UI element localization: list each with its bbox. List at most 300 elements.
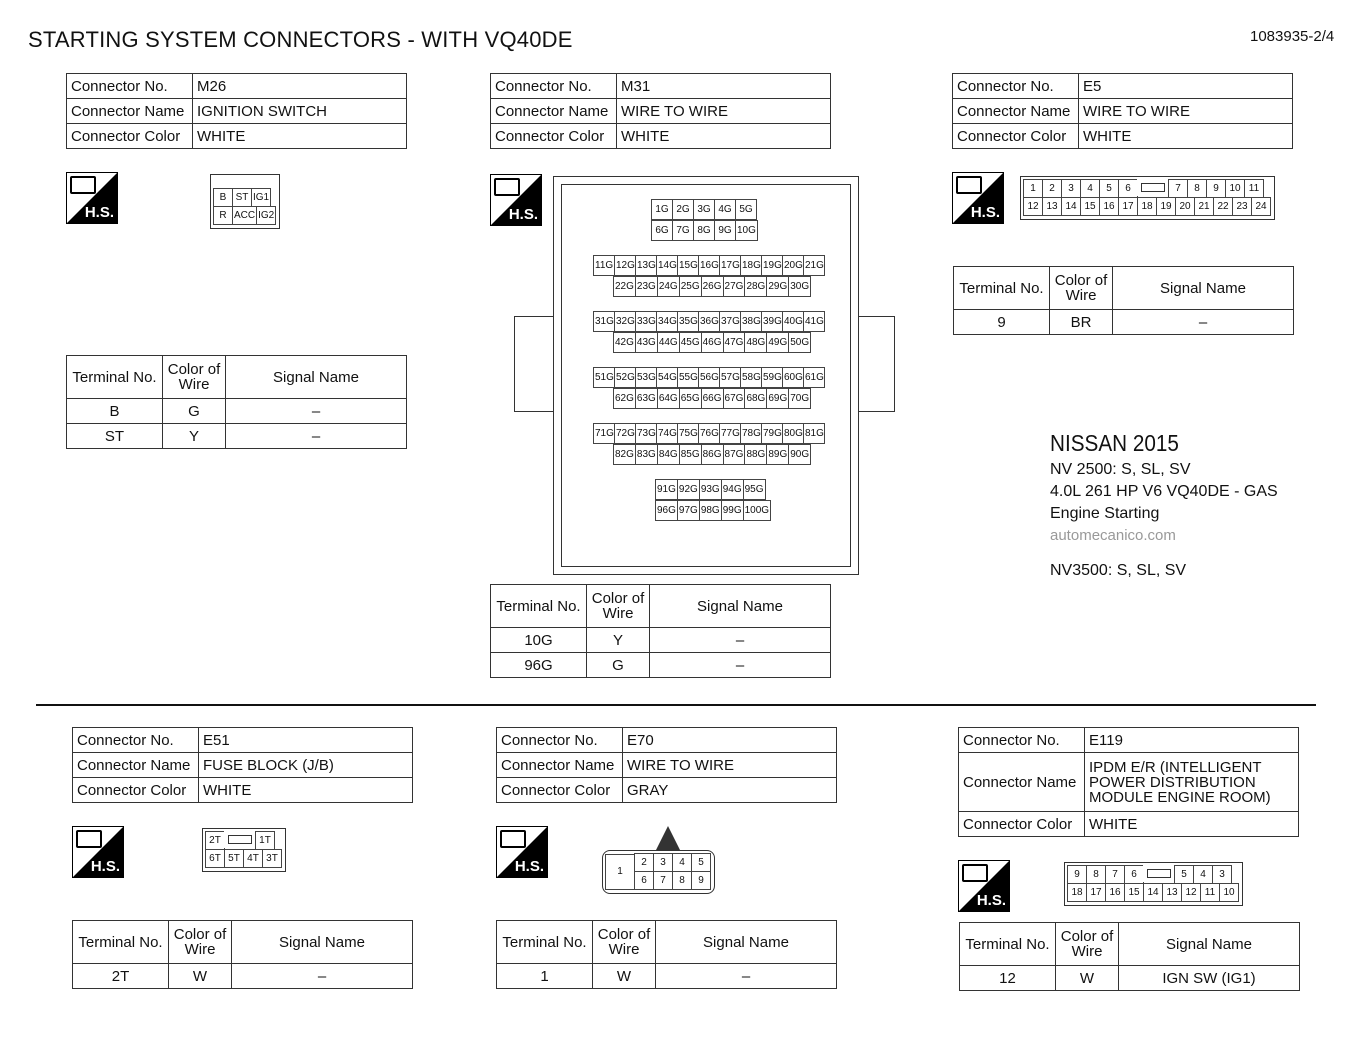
pin: 6	[634, 871, 654, 890]
pin: 11G	[593, 255, 615, 276]
connector-e5-face	[1020, 176, 1275, 220]
pin: 27G	[723, 276, 746, 297]
pin: 1	[605, 854, 635, 890]
pin: 12G	[614, 255, 636, 276]
wire-color: W	[1056, 966, 1119, 991]
pin: 5G	[735, 199, 757, 220]
pin: 3	[1212, 865, 1232, 884]
pin-row	[206, 832, 282, 850]
header-terminal-no: Terminal No.	[73, 921, 169, 964]
info-value: WHITE	[1079, 124, 1293, 149]
section-divider	[36, 704, 1316, 706]
header-terminal-no: Terminal No.	[67, 356, 163, 399]
pin: 9	[691, 871, 711, 890]
pin: 42G	[613, 332, 636, 353]
info-value: M26	[193, 74, 407, 99]
terminal-header	[67, 356, 407, 399]
harness-side-icon: H.S.	[72, 826, 124, 878]
wire-color: Y	[163, 424, 226, 449]
terminal-header	[954, 267, 1294, 310]
pin: 74G	[656, 423, 678, 444]
vehicle-info	[1050, 430, 1278, 580]
pin: 35G	[677, 311, 699, 332]
pin: 20G	[782, 255, 804, 276]
pin: 2	[1042, 179, 1062, 198]
pin: 4G	[714, 199, 736, 220]
pin: 96G	[655, 500, 678, 521]
signal-name: –	[226, 399, 407, 424]
info-value: IPDM E/R (INTELLIGENT POWER DISTRIBUTION MODULE ENGINE ROOM)	[1085, 753, 1299, 812]
pin: 80G	[782, 423, 804, 444]
terminal-no: 96G	[491, 653, 587, 678]
pin: 73G	[635, 423, 657, 444]
info-value: E119	[1085, 728, 1299, 753]
pin: 60G	[782, 367, 804, 388]
pin: 12	[1181, 883, 1201, 902]
pin-row	[1068, 866, 1239, 884]
pin: 66G	[701, 388, 724, 409]
header-color-of-wire: Color of Wire	[169, 921, 232, 964]
pin: 2G	[672, 199, 694, 220]
wire-color: W	[169, 964, 232, 989]
signal-name: –	[650, 628, 831, 653]
terminal-no: 1	[497, 964, 593, 989]
pin: 76G	[698, 423, 720, 444]
wire-color: BR	[1050, 310, 1113, 335]
pin: 15G	[677, 255, 699, 276]
pin: 48G	[744, 332, 767, 353]
terminal-header	[73, 921, 413, 964]
pin: 7	[1168, 179, 1188, 198]
info-row	[73, 778, 413, 803]
pin: R	[213, 206, 233, 225]
wire-color: G	[587, 653, 650, 678]
pin: 4	[1193, 865, 1213, 884]
connector-info-m26	[66, 73, 407, 149]
pin: 16G	[698, 255, 720, 276]
pin: 41G	[803, 311, 825, 332]
pin: 14	[1061, 197, 1081, 216]
pin: 25G	[679, 276, 702, 297]
info-label: Connector Color	[953, 124, 1079, 149]
pin: 67G	[723, 388, 746, 409]
info-row	[959, 812, 1299, 837]
pin: 69G	[766, 388, 789, 409]
info-value: WIRE TO WIRE	[617, 99, 831, 124]
pin: 20	[1175, 197, 1195, 216]
pin: 43G	[635, 332, 658, 353]
terminal-no: 12	[960, 966, 1056, 991]
info-value: WHITE	[617, 124, 831, 149]
info-value: E5	[1079, 74, 1293, 99]
pin: 9	[1067, 865, 1087, 884]
system: Engine Starting	[1050, 505, 1160, 522]
pin-row	[1024, 198, 1271, 216]
pin: 83G	[635, 444, 658, 465]
terminal-header	[960, 923, 1300, 966]
wire-color: Y	[587, 628, 650, 653]
pin: 3	[1061, 179, 1081, 198]
pin: 6	[1118, 179, 1138, 198]
pin: 16	[1099, 197, 1119, 216]
pin: 47G	[723, 332, 746, 353]
pin: 32G	[614, 311, 636, 332]
pin: 3T	[262, 849, 282, 868]
pin-row	[656, 480, 816, 500]
info-value: IGNITION SWITCH	[193, 99, 407, 124]
wire-color: G	[163, 399, 226, 424]
pin: 23	[1232, 197, 1252, 216]
latch-icon	[1137, 179, 1169, 196]
pin: 29G	[766, 276, 789, 297]
header-color-of-wire: Color of Wire	[593, 921, 656, 964]
info-value: WIRE TO WIRE	[1079, 99, 1293, 124]
info-value: WHITE	[193, 124, 407, 149]
table-row	[67, 424, 407, 449]
pin: IG1	[251, 188, 271, 207]
pin: 34G	[656, 311, 678, 332]
pin: 93G	[699, 479, 722, 500]
info-row	[491, 74, 831, 99]
pin: 86G	[701, 444, 724, 465]
pin: 33G	[635, 311, 657, 332]
info-row	[953, 124, 1293, 149]
info-label: Connector Name	[491, 99, 617, 124]
pin: 14G	[656, 255, 678, 276]
header-color-of-wire: Color of Wire	[163, 356, 226, 399]
info-value: WHITE	[1085, 812, 1299, 837]
connector-m31-face	[594, 200, 824, 521]
harness-side-icon: H.S.	[958, 860, 1010, 912]
pin: 50G	[788, 332, 811, 353]
pin-row	[214, 207, 276, 225]
pin: 100G	[743, 500, 771, 521]
pin: 7	[1105, 865, 1125, 884]
connector-e70-key	[656, 826, 680, 850]
pin: 38G	[740, 311, 762, 332]
info-row	[497, 778, 837, 803]
pin: 52G	[614, 367, 636, 388]
pin-row	[1068, 884, 1239, 902]
pin-row	[214, 189, 276, 207]
pin: 21G	[803, 255, 825, 276]
connector-e119-face	[1064, 862, 1243, 906]
header-terminal-no: Terminal No.	[491, 585, 587, 628]
pin: 72G	[614, 423, 636, 444]
terminal-table-m26	[66, 355, 407, 449]
connector-info-e119	[958, 727, 1299, 837]
pin: 14	[1143, 883, 1163, 902]
terminal-no: 2T	[73, 964, 169, 989]
pin: 7	[653, 871, 673, 890]
pin: 12	[1023, 197, 1043, 216]
pin: 19	[1156, 197, 1176, 216]
pin: 23G	[635, 276, 658, 297]
signal-name: –	[1113, 310, 1294, 335]
pin: ST	[232, 188, 252, 207]
info-row	[67, 124, 407, 149]
header-color-of-wire: Color of Wire	[587, 585, 650, 628]
pin: 39G	[761, 311, 783, 332]
pin: 8	[1086, 865, 1106, 884]
info-label: Connector No.	[491, 74, 617, 99]
pin: 3G	[693, 199, 715, 220]
pin: 99G	[721, 500, 744, 521]
pin: 4	[1080, 179, 1100, 198]
pin-row	[614, 445, 816, 465]
info-label: Connector Name	[497, 753, 623, 778]
pin-row	[656, 501, 816, 521]
pin: 85G	[679, 444, 702, 465]
engine: 4.0L 261 HP V6 VQ40DE - GAS	[1050, 483, 1278, 500]
harness-side-icon: H.S.	[952, 172, 1004, 224]
pin: 89G	[766, 444, 789, 465]
pin: 51G	[593, 367, 615, 388]
pin: 36G	[698, 311, 720, 332]
table-row	[491, 653, 831, 678]
info-row	[959, 728, 1299, 753]
pin: 18	[1067, 883, 1087, 902]
pin: 4	[672, 853, 692, 872]
header-signal-name: Signal Name	[650, 585, 831, 628]
info-row	[67, 99, 407, 124]
info-label: Connector Color	[73, 778, 199, 803]
header-terminal-no: Terminal No.	[497, 921, 593, 964]
info-label: Connector Name	[959, 753, 1085, 812]
model: NV 2500: S, SL, SV	[1050, 461, 1191, 478]
header-signal-name: Signal Name	[656, 921, 837, 964]
pin-row	[606, 855, 635, 890]
info-row	[67, 74, 407, 99]
pin: 3	[653, 853, 673, 872]
terminal-table-e70	[496, 920, 837, 989]
pin: 54G	[656, 367, 678, 388]
pin: 97G	[677, 500, 700, 521]
pin: 5	[1174, 865, 1194, 884]
pin: 11	[1200, 883, 1220, 902]
pin: 82G	[613, 444, 636, 465]
pin: 53G	[635, 367, 657, 388]
pin: 61G	[803, 367, 825, 388]
page-title: STARTING SYSTEM CONNECTORS - WITH VQ40DE	[28, 27, 573, 52]
harness-side-icon: H.S.	[490, 174, 542, 226]
pin: 2	[634, 853, 654, 872]
info-label: Connector Name	[953, 99, 1079, 124]
pin-row	[652, 200, 816, 220]
make-year: NISSAN 2015	[1050, 430, 1179, 456]
signal-name: –	[656, 964, 837, 989]
pin: 6T	[205, 849, 225, 868]
pin: 5	[1099, 179, 1119, 198]
pin: 44G	[657, 332, 680, 353]
pin: 18G	[740, 255, 762, 276]
pin: 4T	[243, 849, 263, 868]
info-value: E51	[199, 728, 413, 753]
info-label: Connector No.	[953, 74, 1079, 99]
header-signal-name: Signal Name	[232, 921, 413, 964]
pin: 77G	[719, 423, 741, 444]
header-signal-name: Signal Name	[1113, 267, 1294, 310]
table-row	[497, 964, 837, 989]
info-row	[953, 99, 1293, 124]
pin: 46G	[701, 332, 724, 353]
pin-row	[594, 312, 824, 332]
document-number: 1083935-2/4	[1250, 28, 1335, 45]
info-value: GRAY	[623, 778, 837, 803]
info-row	[953, 74, 1293, 99]
pin: 88G	[744, 444, 767, 465]
table-row	[491, 628, 831, 653]
pin: 8	[1187, 179, 1207, 198]
pin: 92G	[677, 479, 700, 500]
pin: 6	[1124, 865, 1144, 884]
connector-e70-face	[602, 850, 715, 894]
signal-name: –	[232, 964, 413, 989]
pin: 31G	[593, 311, 615, 332]
pin: 18	[1137, 197, 1157, 216]
pin: 45G	[679, 332, 702, 353]
pin: 64G	[657, 388, 680, 409]
info-label: Connector Name	[67, 99, 193, 124]
pin-row	[635, 854, 711, 872]
harness-side-icon: H.S.	[496, 826, 548, 878]
pin: 7G	[672, 220, 694, 241]
pin: 28G	[744, 276, 767, 297]
terminal-header	[497, 921, 837, 964]
pin: 9G	[714, 220, 736, 241]
pin: 75G	[677, 423, 699, 444]
header-terminal-no: Terminal No.	[954, 267, 1050, 310]
pin: 79G	[761, 423, 783, 444]
terminal-no: ST	[67, 424, 163, 449]
pin: 22G	[613, 276, 636, 297]
pin-row	[614, 389, 816, 409]
pin: 6G	[651, 220, 673, 241]
pin: 10	[1219, 883, 1239, 902]
latch-icon	[1143, 865, 1175, 882]
pin: ACC	[232, 206, 257, 225]
pin: 87G	[723, 444, 746, 465]
terminal-no: 9	[954, 310, 1050, 335]
pin-row	[1024, 180, 1271, 198]
pin: 70G	[788, 388, 811, 409]
pin: 1G	[651, 199, 673, 220]
pin: 62G	[613, 388, 636, 409]
terminal-table-e5	[953, 266, 1294, 335]
pin: 17G	[719, 255, 741, 276]
pin: 58G	[740, 367, 762, 388]
pin: 40G	[782, 311, 804, 332]
pin-row	[614, 333, 816, 353]
pin: 19G	[761, 255, 783, 276]
info-label: Connector No.	[497, 728, 623, 753]
info-row	[497, 728, 837, 753]
pin: 26G	[701, 276, 724, 297]
info-label: Connector No.	[73, 728, 199, 753]
pin-row	[635, 872, 711, 890]
terminal-header	[491, 585, 831, 628]
signal-name: –	[650, 653, 831, 678]
terminal-no: B	[67, 399, 163, 424]
wire-color: W	[593, 964, 656, 989]
header-signal-name: Signal Name	[226, 356, 407, 399]
table-row	[960, 966, 1300, 991]
terminal-table-e119	[959, 922, 1300, 991]
pin: 17	[1086, 883, 1106, 902]
pin: 1T	[255, 831, 275, 850]
info-label: Connector Color	[959, 812, 1085, 837]
pin: 10G	[735, 220, 758, 241]
pin: 8G	[693, 220, 715, 241]
pin: 59G	[761, 367, 783, 388]
table-row	[954, 310, 1294, 335]
pin: 8	[672, 871, 692, 890]
terminal-table-m31	[490, 584, 831, 678]
pin: 37G	[719, 311, 741, 332]
info-label: Connector Name	[73, 753, 199, 778]
pin: 95G	[743, 479, 766, 500]
pin: 84G	[657, 444, 680, 465]
connector-info-e5	[952, 73, 1293, 149]
info-value: WIRE TO WIRE	[623, 753, 837, 778]
info-label: Connector No.	[67, 74, 193, 99]
pin: 71G	[593, 423, 615, 444]
terminal-table-e51	[72, 920, 413, 989]
pin: 63G	[635, 388, 658, 409]
pin: 65G	[679, 388, 702, 409]
info-row	[73, 728, 413, 753]
latch-icon	[224, 831, 256, 848]
signal-name: IGN SW (IG1)	[1119, 966, 1300, 991]
table-row	[67, 399, 407, 424]
info-label: Connector Color	[491, 124, 617, 149]
pin: 98G	[699, 500, 722, 521]
pin: 21	[1194, 197, 1214, 216]
pin: 56G	[698, 367, 720, 388]
site: automecanico.com	[1050, 527, 1176, 544]
pin-row	[594, 256, 824, 276]
signal-name: –	[226, 424, 407, 449]
pin: 15	[1080, 197, 1100, 216]
pin: 30G	[788, 276, 811, 297]
pin-row	[594, 368, 824, 388]
info-label: Connector No.	[959, 728, 1085, 753]
pin: 1	[1023, 179, 1043, 198]
header-color-of-wire: Color of Wire	[1050, 267, 1113, 310]
pin: 91G	[655, 479, 678, 500]
connector-info-e51	[72, 727, 413, 803]
connector-m26-face	[210, 174, 280, 229]
pin: 24G	[657, 276, 680, 297]
pin: 2T	[205, 831, 225, 850]
pin: 94G	[721, 479, 744, 500]
pin-row	[614, 277, 816, 297]
info-row	[491, 124, 831, 149]
harness-side-icon: H.S.	[66, 172, 118, 224]
pin: 68G	[744, 388, 767, 409]
info-row	[959, 753, 1299, 812]
info-value: E70	[623, 728, 837, 753]
pin: 11	[1244, 179, 1264, 198]
info-value: FUSE BLOCK (J/B)	[199, 753, 413, 778]
model-2: NV3500: S, SL, SV	[1050, 562, 1187, 579]
header-signal-name: Signal Name	[1119, 923, 1300, 966]
connector-e51-face	[202, 828, 286, 872]
pin: 81G	[803, 423, 825, 444]
pin: B	[213, 188, 233, 207]
pin: 13	[1162, 883, 1182, 902]
pin: 13	[1042, 197, 1062, 216]
